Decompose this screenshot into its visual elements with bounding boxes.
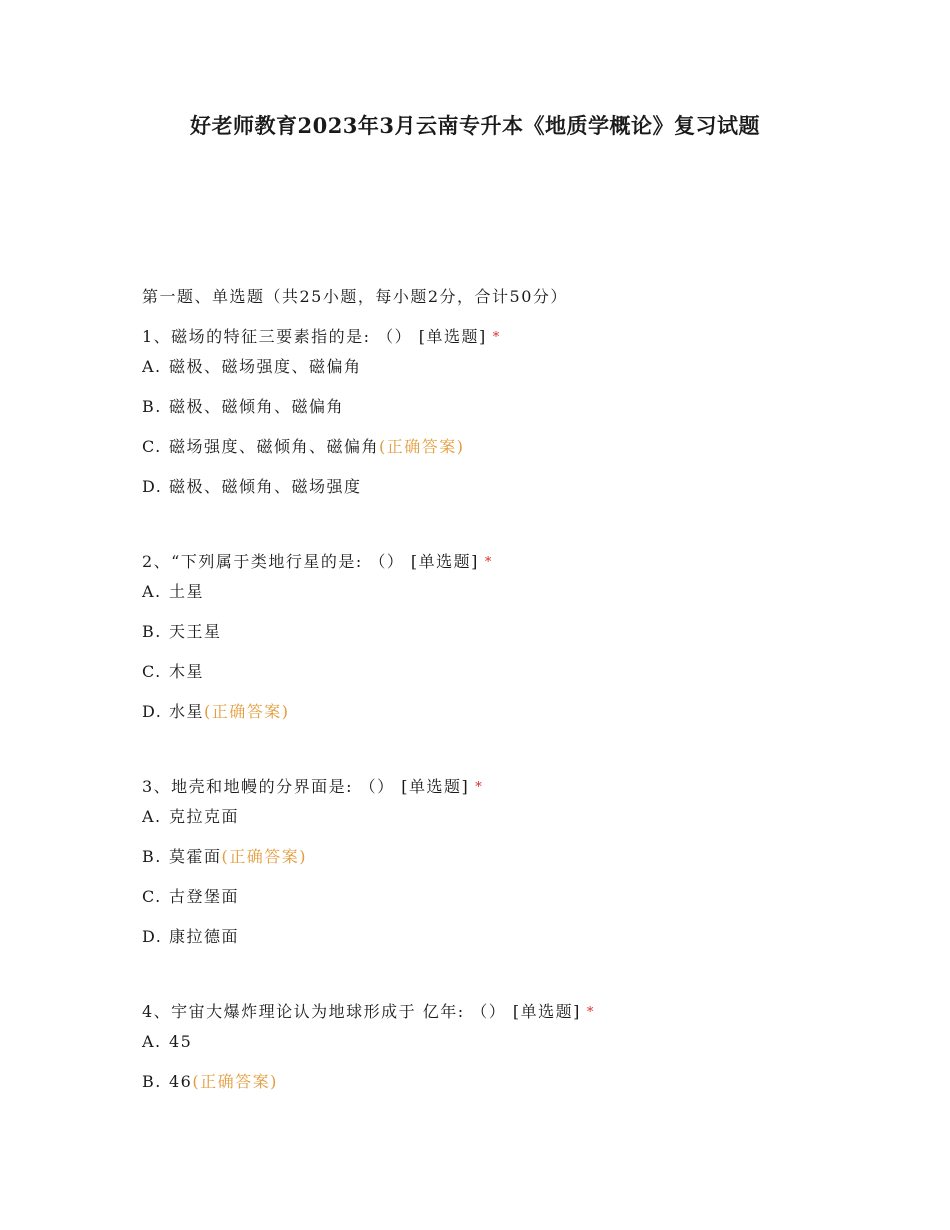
question-text: 4、宇宙大爆炸理论认为地球形成于 亿年: （） [单选题] [142,1002,581,1021]
question-2 [142,550,842,740]
option-text: 磁极、磁场强度、磁偏角 [169,357,362,376]
option-d [142,700,842,740]
correct-answer-tag: (正确答案) [192,1072,278,1091]
option-b [142,1070,842,1110]
correct-answer-tag: (正确答案) [204,702,290,721]
option-c [142,435,842,475]
option-text: 天王星 [169,622,222,641]
option-a [142,355,842,395]
option-text: 莫霍面 [169,847,222,866]
option-text: 克拉克面 [169,807,240,826]
option-key: C. [142,662,162,681]
option-key: A. [142,1032,162,1051]
question-text: 1、磁场的特征三要素指的是: （） [单选题] [142,327,487,346]
option-b [142,395,842,435]
option-text: 康拉德面 [169,927,240,946]
option-key: D. [142,927,163,946]
option-c [142,660,842,700]
option-b [142,620,842,660]
option-key: C. [142,437,162,456]
option-a [142,1030,842,1070]
option-b [142,845,842,885]
option-key: B. [142,397,162,416]
option-key: A. [142,582,162,601]
question-4 [142,1000,842,1110]
section-heading: 第一题、单选题（共25小题，每小题2分，合计50分） [142,287,568,306]
question-stem [142,1000,842,1024]
document-title: 好老师教育2023年3月云南专升本《地质学概论》复习试题 [189,113,761,138]
correct-answer-tag: (正确答案) [379,437,465,456]
option-key: A. [142,357,162,376]
option-text: 古登堡面 [169,887,240,906]
option-key: A. [142,807,162,826]
question-1 [142,325,842,515]
option-key: D. [142,702,163,721]
question-stem [142,775,842,799]
option-key: B. [142,622,162,641]
question-text: 2、“下列属于类地行星的是: （） [单选题] [142,552,479,571]
option-key: D. [142,477,163,496]
option-text: 45 [169,1032,193,1051]
option-key: C. [142,887,162,906]
option-key: B. [142,847,162,866]
option-text: 木星 [169,662,205,681]
option-c [142,885,842,925]
required-star-icon: * [586,1005,595,1020]
option-key: B. [142,1072,162,1091]
option-a [142,580,842,620]
option-d [142,475,842,515]
option-text: 46 [169,1072,193,1091]
required-star-icon: * [484,555,493,570]
question-stem [142,550,842,574]
question-stem [142,325,842,349]
required-star-icon: * [475,780,484,795]
correct-answer-tag: (正确答案) [221,847,308,866]
option-text: 磁场强度、磁倾角、磁偏角 [169,437,380,456]
option-text: 磁极、磁倾角、磁偏角 [169,397,345,416]
option-d [142,925,842,965]
option-text: 土星 [169,582,205,601]
required-star-icon: * [492,330,501,345]
option-text: 水星 [169,702,205,721]
option-text: 磁极、磁倾角、磁场强度 [169,477,362,496]
option-a [142,805,842,845]
question-3 [142,775,842,965]
question-text: 3、地壳和地幔的分界面是: （） [单选题] [142,777,470,796]
